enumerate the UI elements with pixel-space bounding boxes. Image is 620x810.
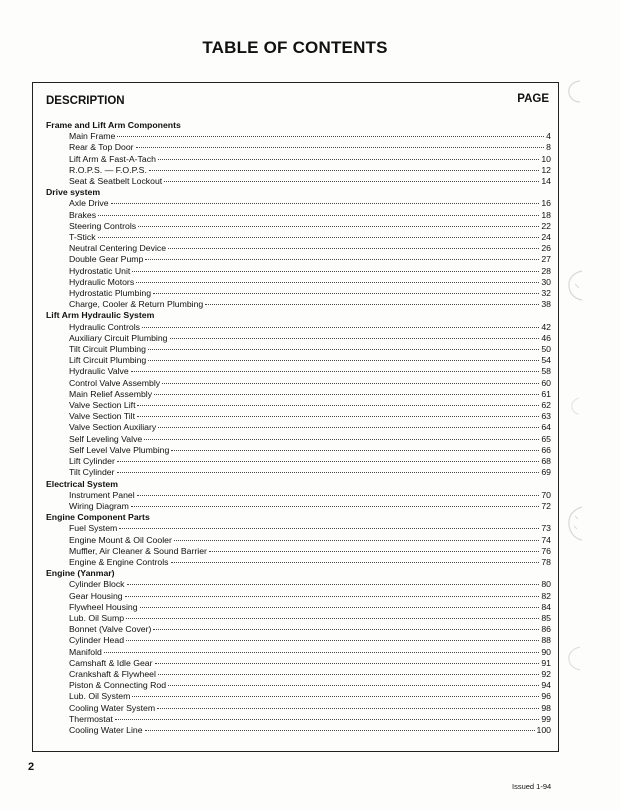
toc-entry (46, 176, 551, 187)
toc-entry (46, 288, 551, 299)
entry-label: Main Frame (69, 131, 116, 142)
toc-entry (46, 198, 551, 209)
section-title: Lift Arm Hydraulic System (46, 310, 155, 321)
dot-leader (168, 685, 539, 686)
toc-entry (46, 658, 551, 669)
toc-entry (46, 490, 551, 501)
toc-entry (46, 546, 551, 557)
dot-leader (158, 159, 539, 160)
dot-leader (205, 304, 539, 305)
entry-label: Wiring Diagram (69, 500, 129, 511)
entry-label: Gear Housing (69, 590, 123, 601)
entry-page-number: 73 (541, 523, 551, 534)
dot-leader (153, 293, 539, 294)
toc-entry (46, 613, 551, 624)
dot-leader (127, 584, 540, 585)
section-title: Frame and Lift Arm Components (46, 120, 181, 130)
toc-entry (46, 243, 551, 254)
toc-entry (46, 422, 551, 433)
dot-leader (117, 461, 539, 462)
dot-leader (137, 405, 539, 406)
toc-entry (46, 400, 551, 411)
toc-entry (46, 591, 551, 602)
entry-label: Engine Mount & Oil Cooler (69, 534, 172, 545)
toc-entry (46, 624, 551, 635)
entry-label: Valve Section Tilt (69, 411, 135, 422)
entry-label: R.O.P.S. — F.O.P.S. (69, 164, 147, 175)
entry-label: Cylinder Block (69, 579, 125, 590)
entry-label: Lub. Oil System (69, 691, 131, 702)
section-title: Drive system (46, 187, 101, 198)
dot-leader (137, 495, 540, 496)
toc-entry (46, 221, 551, 232)
entry-label: Thermostat (69, 713, 113, 724)
dot-leader (98, 237, 540, 238)
entry-label: Engine & Engine Controls (69, 556, 169, 567)
toc-entry (46, 669, 551, 680)
entry-page-number: 61 (541, 388, 551, 399)
dot-leader (164, 181, 539, 182)
dot-leader (157, 708, 539, 709)
dot-leader (125, 596, 540, 597)
entry-page-number: 80 (541, 579, 551, 590)
entry-page-number: 54 (541, 355, 551, 366)
entry-page-number: 99 (541, 713, 551, 724)
dot-leader (171, 450, 539, 451)
entry-page-number: 70 (541, 489, 551, 500)
toc-entry (46, 523, 551, 534)
entry-label: Self Level Valve Plumbing (69, 444, 170, 455)
entry-label: Flywheel Housing (69, 601, 138, 612)
entry-page-number: 42 (541, 321, 551, 332)
binder-hole-mark (563, 78, 583, 106)
entry-page-number: 65 (541, 433, 551, 444)
entry-page-number: 30 (541, 276, 551, 287)
dot-leader (149, 170, 539, 171)
entry-page-number: 82 (541, 590, 551, 601)
entry-page-number: 68 (541, 456, 551, 467)
toc-entry (46, 142, 551, 153)
toc-entry (46, 366, 551, 377)
dot-leader (117, 472, 540, 473)
entry-page-number: 100 (536, 724, 551, 735)
entry-page-number: 4 (546, 131, 551, 142)
entry-label: Lift Circuit Plumbing (69, 355, 147, 366)
toc-entry (46, 299, 551, 310)
entry-page-number: 96 (541, 691, 551, 702)
entry-page-number: 38 (541, 299, 551, 310)
dot-leader (154, 394, 539, 395)
entry-label: Manifold (69, 646, 102, 657)
entry-page-number: 69 (541, 467, 551, 478)
dot-leader (144, 439, 539, 440)
dot-leader (140, 607, 540, 608)
dot-leader (148, 360, 539, 361)
entry-page-number: 66 (541, 444, 551, 455)
entry-page-number: 26 (541, 243, 551, 254)
entry-page-number: 74 (541, 534, 551, 545)
entry-label: Double Gear Pump (69, 254, 144, 265)
toc-entry (46, 131, 551, 142)
entry-page-number: 92 (541, 668, 551, 679)
toc-entry (46, 154, 551, 165)
dot-leader (119, 528, 539, 529)
entry-page-number: 62 (541, 400, 551, 411)
issued-date: Issued 1-94 (512, 782, 552, 791)
toc-entry (46, 557, 551, 568)
dot-leader (131, 506, 539, 507)
entry-label: Cooling Water Line (69, 724, 143, 735)
entry-page-number: 12 (541, 164, 551, 175)
entry-label: Rear & Top Door (69, 142, 134, 153)
toc-entry (46, 389, 551, 400)
toc-entry (46, 579, 551, 590)
toc-entry (46, 378, 551, 389)
dot-leader (104, 652, 539, 653)
entry-label: Bonnet (Valve Cover) (69, 624, 152, 635)
entry-page-number: 28 (541, 265, 551, 276)
dot-leader (136, 147, 545, 148)
toc-entry (46, 333, 551, 344)
entry-label: Neutral Centering Device (69, 243, 167, 254)
entry-page-number: 90 (541, 646, 551, 657)
toc-entry (46, 355, 551, 366)
entry-label: Self Leveling Valve (69, 433, 143, 444)
toc-entry (46, 456, 551, 467)
dot-leader (148, 349, 539, 350)
entry-page-number: 14 (541, 176, 551, 187)
entry-page-number: 84 (541, 601, 551, 612)
toc-entry (46, 467, 551, 478)
entry-label: Tilt Cylinder (69, 467, 115, 478)
dot-leader (168, 248, 539, 249)
entry-label: Fuel System (69, 523, 118, 534)
toc-entry (46, 635, 551, 646)
binder-hole-mark (563, 644, 583, 674)
entry-page-number: 24 (541, 232, 551, 243)
dot-leader (171, 562, 540, 563)
toc-entry (46, 714, 551, 725)
entry-label: Muffler, Air Cleaner & Sound Barrier (69, 545, 207, 556)
section-title: Electrical System (46, 478, 118, 489)
entry-page-number: 60 (541, 377, 551, 388)
dot-leader (117, 136, 544, 137)
section-title: Engine Component Parts (46, 512, 150, 523)
entry-label: Hydraulic Controls (69, 321, 140, 332)
entry-page-number: 22 (541, 220, 551, 231)
toc-entry (46, 165, 551, 176)
dot-leader (126, 618, 539, 619)
entry-label: Axle Drive (69, 198, 109, 209)
entry-label: Hydraulic Motors (69, 276, 135, 287)
entry-page-number: 18 (541, 209, 551, 220)
entry-page-number: 58 (541, 366, 551, 377)
toc-entry (46, 725, 551, 736)
toc-box (32, 82, 559, 752)
toc-entry (46, 210, 551, 221)
toc-entry (46, 277, 551, 288)
dot-leader (132, 696, 539, 697)
entry-label: Camshaft & Idle Gear (69, 657, 153, 668)
dot-leader (142, 327, 539, 328)
toc-entry (46, 691, 551, 702)
description-header: DESCRIPTION (46, 95, 125, 107)
entry-page-number: 98 (541, 702, 551, 713)
entry-label: Piston & Connecting Rod (69, 680, 167, 691)
toc-entry (46, 411, 551, 422)
dot-leader (98, 215, 539, 216)
toc-list (46, 120, 551, 736)
dot-leader (132, 271, 539, 272)
entry-label: Cooling Water System (69, 702, 156, 713)
binder-hole-mark (563, 504, 585, 544)
dot-leader (138, 226, 539, 227)
section-title: Engine (Yanmar) (46, 568, 115, 579)
dot-leader (136, 282, 539, 283)
dot-leader (158, 427, 539, 428)
binder-hole-mark (563, 268, 585, 304)
entry-page-number: 86 (541, 624, 551, 635)
toc-entry (46, 501, 551, 512)
entry-page-number: 78 (541, 556, 551, 567)
entry-page-number: 76 (541, 545, 551, 556)
dot-leader (145, 730, 535, 731)
toc-entry (46, 680, 551, 691)
dot-leader (145, 259, 539, 260)
entry-label: Steering Controls (69, 220, 137, 231)
dot-leader (209, 551, 539, 552)
entry-label: Lift Cylinder (69, 456, 115, 467)
entry-label: Seat & Seatbelt Lockout (69, 176, 163, 187)
entry-label: Control Valve Assembly (69, 377, 161, 388)
entry-label: Lub. Oil Sump (69, 612, 125, 623)
toc-entry (46, 647, 551, 658)
dot-leader (153, 629, 539, 630)
toc-entry (46, 535, 551, 546)
entry-label: Cylinder Head (69, 635, 125, 646)
toc-entry (46, 266, 551, 277)
entry-label: Valve Section Lift (69, 400, 136, 411)
toc-entry (46, 703, 551, 714)
entry-label: Hydraulic Valve (69, 366, 129, 377)
entry-label: Main Relief Assembly (69, 388, 153, 399)
dot-leader (115, 719, 539, 720)
toc-entry (46, 434, 551, 445)
entry-label: Hydrostatic Plumbing (69, 288, 152, 299)
dot-leader (131, 371, 540, 372)
entry-label: Hydrostatic Unit (69, 265, 131, 276)
entry-page-number: 64 (541, 422, 551, 433)
dot-leader (155, 663, 540, 664)
entry-label: T-Stick (69, 232, 96, 243)
binder-hole-mark (567, 395, 581, 417)
toc-entry (46, 445, 551, 456)
dot-leader (162, 383, 539, 384)
entry-page-number: 88 (541, 635, 551, 646)
toc-entry (46, 254, 551, 265)
entry-page-number: 85 (541, 612, 551, 623)
dot-leader (126, 640, 539, 641)
entry-label: Auxiliary Circuit Plumbing (69, 332, 168, 343)
page-title: TABLE OF CONTENTS (202, 38, 388, 57)
toc-entry (46, 602, 551, 613)
toc-entry (46, 344, 551, 355)
entry-page-number: 94 (541, 680, 551, 691)
entry-page-number: 91 (541, 657, 551, 668)
entry-page-number: 8 (546, 142, 551, 153)
toc-entry (46, 322, 551, 333)
toc-entry (46, 232, 551, 243)
entry-page-number: 27 (541, 254, 551, 265)
entry-label: Valve Section Auxiliary (69, 422, 157, 433)
entry-label: Instrument Panel (69, 489, 135, 500)
entry-page-number: 10 (541, 153, 551, 164)
page-header: PAGE (517, 93, 549, 105)
entry-label: Tilt Circuit Plumbing (69, 344, 146, 355)
entry-page-number: 16 (541, 198, 551, 209)
entry-page-number: 72 (541, 500, 551, 511)
entry-label: Crankshaft & Flywheel (69, 668, 156, 679)
entry-page-number: 50 (541, 344, 551, 355)
entry-label: Brakes (69, 209, 97, 220)
entry-page-number: 32 (541, 288, 551, 299)
entry-page-number: 63 (541, 411, 551, 422)
dot-leader (158, 674, 539, 675)
entry-page-number: 46 (541, 332, 551, 343)
dot-leader (170, 338, 540, 339)
entry-label: Charge, Cooler & Return Plumbing (69, 299, 204, 310)
dot-leader (137, 416, 539, 417)
dot-leader (111, 203, 540, 204)
page-number: 2 (28, 761, 35, 773)
dot-leader (174, 540, 539, 541)
entry-label: Lift Arm & Fast-A-Tach (69, 153, 156, 164)
